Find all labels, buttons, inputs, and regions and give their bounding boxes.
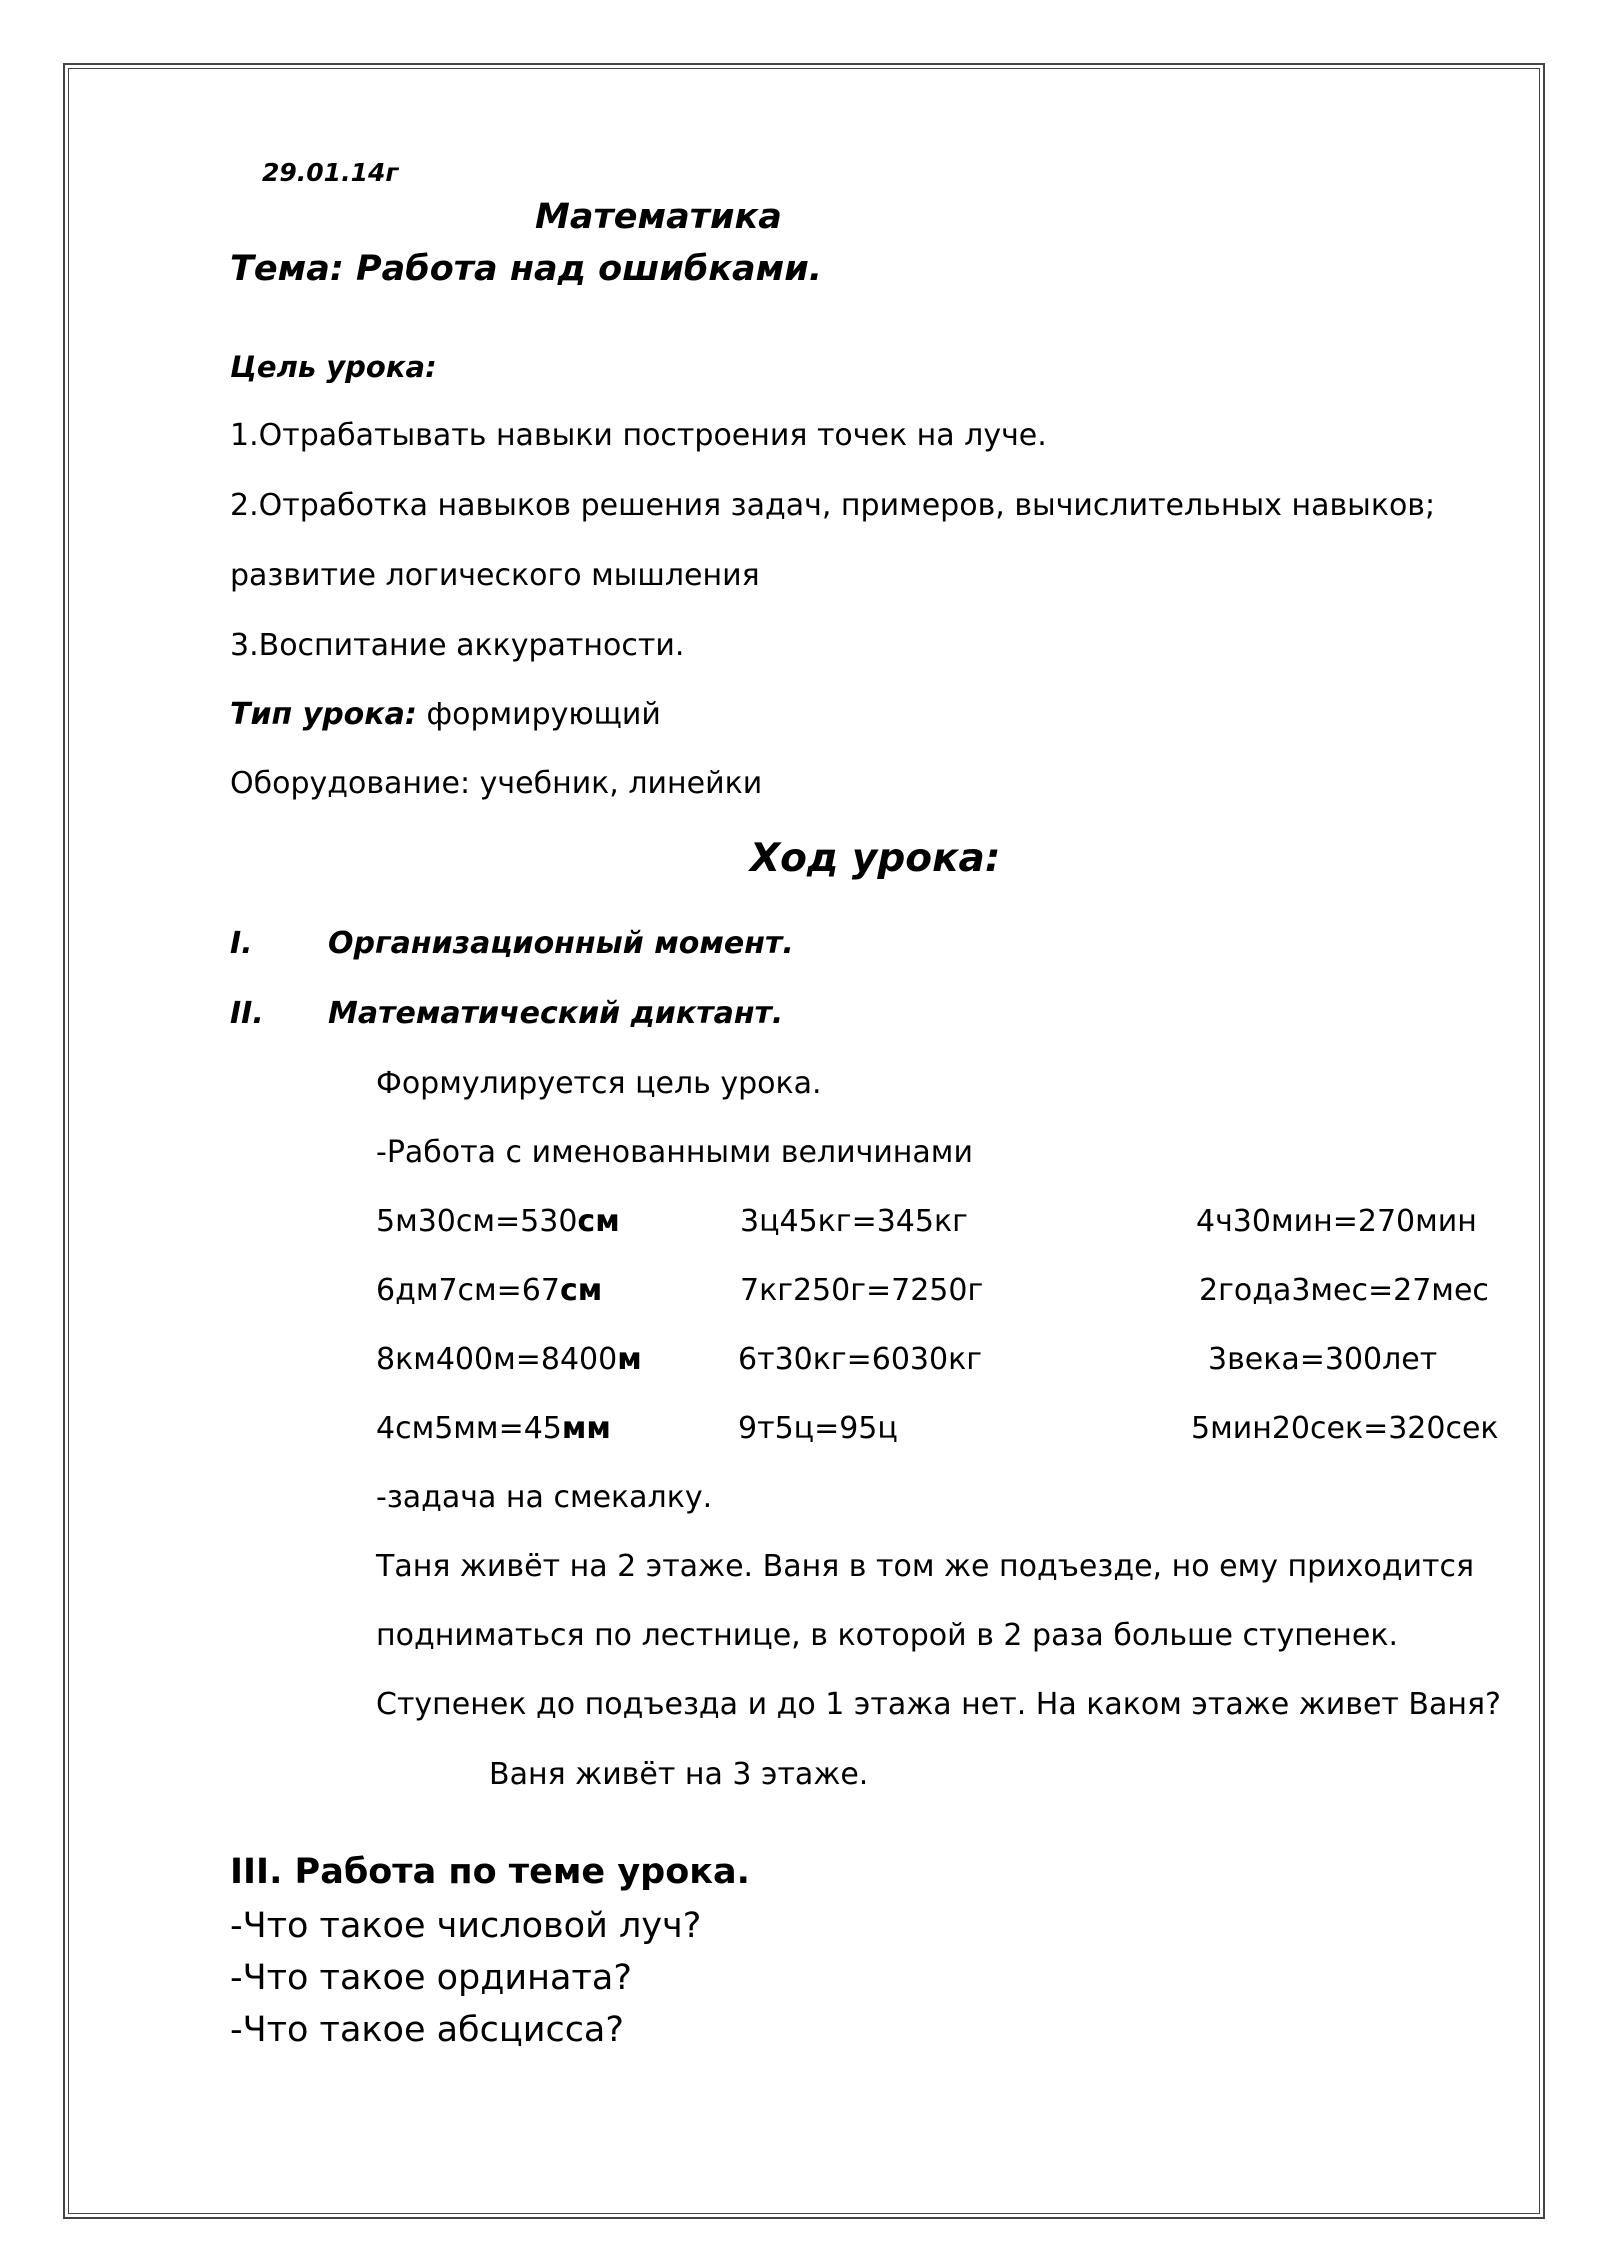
unit-text: м [617, 1342, 642, 1377]
unit-text: см [577, 1204, 620, 1239]
section-title: Математический диктант. [328, 996, 784, 1031]
question: -Что такое числовой луч? [230, 1906, 702, 1946]
puzzle-label: -задача на смекалку. [376, 1480, 713, 1515]
goal-item: 2.Отработка навыков решения задач, примеров, вычислительных навыков; [230, 488, 1436, 523]
question: -Что такое абсцисса? [230, 2010, 624, 2050]
unit-text: мм [561, 1411, 611, 1446]
value-text: 4см5мм=45 [376, 1411, 562, 1446]
section-title: Организационный момент. [328, 926, 794, 961]
section-number: II. [230, 996, 264, 1031]
puzzle-line: Ступенек до подъезда и до 1 этажа нет. На каком этаже живет Ваня? [376, 1687, 1501, 1722]
lesson-type-label: Тип урока: [230, 697, 417, 732]
question: -Что такое ордината? [230, 1958, 632, 1998]
dictation-cell: 9т5ц=95ц [738, 1411, 898, 1446]
puzzle-line: Таня живёт на 2 этаже. Ваня в том же подъезде, но ему приходится [376, 1549, 1475, 1584]
dictation-cell: 5мин20сек=320сек [1191, 1411, 1499, 1446]
course-heading: Ход урока: [750, 836, 1001, 881]
lesson-date: 29.01.14г [262, 158, 399, 187]
value-text: 5м30см=530 [376, 1204, 578, 1239]
goals-heading: Цель урока: [230, 350, 437, 384]
equipment: Оборудование: учебник, линейки [230, 766, 763, 801]
unit-text: см [559, 1273, 603, 1308]
dictation-cell: 2года3мес=27мес [1199, 1273, 1489, 1308]
dictation-cell: 3ц45кг=345кг [740, 1204, 968, 1239]
dictation-cell: 3века=300лет [1208, 1342, 1438, 1377]
lesson-type [230, 697, 661, 732]
puzzle-line: подниматься по лестнице, в которой в 2 раза больше ступенек. [376, 1618, 1399, 1653]
subject-title: Математика [535, 197, 782, 237]
dictation-cell: 7кг250г=7250г [740, 1273, 984, 1308]
goal-item: 3.Воспитание аккуратности. [230, 628, 685, 663]
value-text: 6дм7см=67 [376, 1273, 560, 1308]
section3-title: III. Работа по теме урока. [230, 1852, 750, 1892]
goal-item: 1.Отрабатывать навыки построения точек на луче. [230, 418, 1047, 453]
dictation-cell [376, 1342, 642, 1377]
dictation-cell: 4ч30мин=270мин [1196, 1204, 1477, 1239]
lesson-type-value: формирующий [416, 697, 661, 732]
lesson-topic: Тема: Работа над ошибками. [230, 249, 823, 289]
goal-item: развитие логического мышления [230, 558, 760, 593]
dictation-cell: 6т30кг=6030кг [738, 1342, 982, 1377]
puzzle-answer: Ваня живёт на 3 этаже. [489, 1757, 869, 1792]
value-text: 8км400м=8400 [376, 1342, 618, 1377]
dictation-intro: Формулируется цель урока. [376, 1066, 822, 1101]
dictation-task: -Работа с именованными величинами [376, 1135, 973, 1170]
dictation-cell [376, 1204, 620, 1239]
section-number: I. [230, 926, 253, 961]
dictation-cell [376, 1273, 602, 1308]
dictation-cell [376, 1411, 611, 1446]
